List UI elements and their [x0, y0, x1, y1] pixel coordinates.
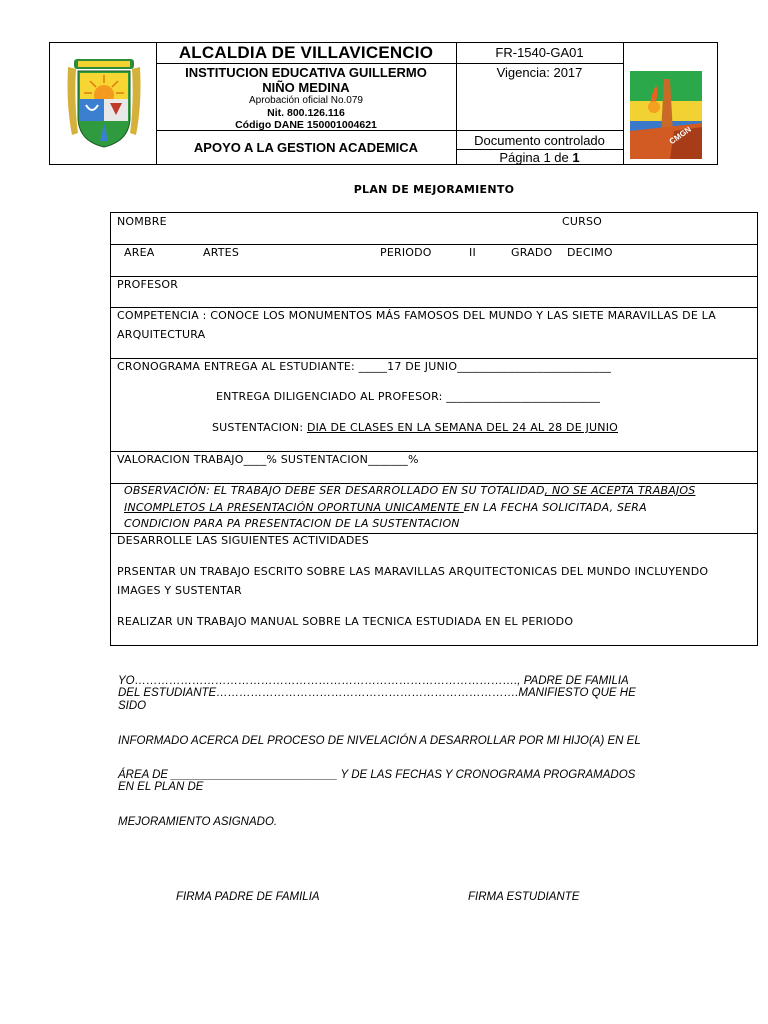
institution-name	[156, 65, 456, 95]
activity-1-line-2: IMAGES Y SUSTENTAR	[117, 584, 242, 597]
sustentacion-row	[212, 421, 618, 434]
observacion-line-1	[124, 484, 695, 497]
grado-label: GRADO	[511, 246, 553, 259]
nombre-label: NOMBRE	[117, 215, 167, 228]
municipality-title: ALCALDIA DE VILLAVICENCIO	[178, 43, 434, 62]
entrega-value: ___________________________	[446, 390, 601, 403]
document-header	[49, 42, 718, 165]
cronograma-value: _____17 DE JUNIO___________________________	[358, 360, 612, 373]
declaration-line-5: ÁREA DE __________________________ Y DE LAS FECHAS Y CRONOGRAMA PROGRAMADOS	[118, 769, 636, 781]
controlled-document: Documento controlado	[474, 133, 605, 148]
entrega-label: ENTREGA DILIGENCIADO AL PROFESOR:	[216, 390, 443, 403]
declaration-line-1: YO………………………………………………………………………………………., PADRE DE FAMILIA	[118, 675, 629, 687]
divider	[623, 43, 624, 164]
competencia-line-2: ARQUITECTURA	[117, 328, 206, 341]
declaration-line-4: INFORMADO ACERCA DEL PROCESO DE NIVELACIÓN A DESARROLLAR POR MI HIJO(A) EN EL	[118, 735, 641, 747]
profesor-label: PROFESOR	[117, 278, 179, 291]
periodo-value: II	[469, 246, 476, 259]
validity-year: Vigencia: 2017	[496, 65, 583, 80]
declaration-line-3: SIDO	[118, 700, 147, 712]
cronograma-label: CRONOGRAMA ENTREGA AL ESTUDIANTE:	[117, 360, 355, 373]
observacion-part-b: , NO SE ACEPTA TRABAJOS	[544, 484, 696, 497]
row-divider	[111, 276, 757, 277]
page-number	[456, 150, 623, 165]
form-code: FR-1540-GA01	[495, 45, 584, 60]
signature-parent-label: FIRMA PADRE DE FAMILIA	[176, 891, 320, 903]
cmgn-logo	[630, 71, 702, 159]
declaration-line-7: MEJORAMIENTO ASIGNADO.	[118, 816, 278, 828]
sustentacion-label: SUSTENTACION:	[212, 421, 304, 434]
row-divider	[111, 244, 757, 245]
institution-line-1: INSTITUCION EDUCATIVA GUILLERMO	[185, 65, 427, 80]
activity-2: REALIZAR UN TRABAJO MANUAL SOBRE LA TECNICA ESTUDIADA EN EL PERIODO	[117, 615, 574, 628]
approval-number: Aprobación oficial No.079	[249, 95, 363, 106]
row-divider	[111, 307, 757, 308]
page-prefix: Página 1 de	[499, 150, 573, 165]
row-divider	[111, 358, 757, 359]
observacion-part-d: EN LA FECHA SOLICITADA, SERA	[463, 501, 647, 514]
row-divider	[111, 451, 757, 452]
observacion-part-c: INCOMPLETOS LA PRESENTACIÓN OPORTUNA UNICAMENTE	[124, 501, 464, 514]
school-crest-logo	[62, 55, 146, 151]
curso-label: CURSO	[562, 215, 603, 228]
nit-number: Nit. 800.126.116	[267, 107, 345, 119]
competencia-line-1: COMPETENCIA : CONOCE LOS MONUMENTOS MÁS FAMOSOS DEL MUNDO Y LAS SIETE MARAVILLAS DE LA	[117, 309, 716, 322]
area-label: AREA	[124, 246, 155, 259]
sustentacion-value: DIA DE CLASES EN LA SEMANA DEL 24 AL 28 DE JUNIO	[306, 421, 618, 434]
activities-title: DESARROLLE LAS SIGUIENTES ACTIVIDADES	[117, 534, 369, 547]
divider	[156, 63, 623, 64]
dane-code: Código DANE 150001004621	[235, 119, 377, 131]
document-title: PLAN DE MEJORAMIENTO	[353, 183, 515, 196]
cmgn-logo-text: CMGN	[667, 124, 693, 147]
grado-value: DECIMO	[567, 246, 613, 259]
entrega-row	[216, 390, 600, 403]
declaration-line-2: DEL ESTUDIANTE…………………………………………………………………….MANIFIESTO QUE HE	[118, 687, 636, 699]
cronograma-row	[117, 360, 611, 373]
observacion-part-a: OBSERVACIÓN: EL TRABAJO DEBE SER DESARROLLADO EN SU TOTALIDAD	[124, 484, 545, 497]
improvement-plan-form	[110, 212, 758, 646]
activity-1-line-1: PRSENTAR UN TRABAJO ESCRITO SOBRE LAS MARAVILLAS ARQUITECTONICAS DEL MUNDO INCLUYENDO	[117, 565, 709, 578]
valoracion-row: VALORACION TRABAJO____% SUSTENTACION_______%	[117, 453, 419, 466]
page-total: 1	[572, 150, 580, 165]
area-value: ARTES	[203, 246, 240, 259]
periodo-label: PERIODO	[380, 246, 432, 259]
department-name: APOYO A LA GESTION ACADEMICA	[193, 140, 419, 155]
observacion-line-2	[124, 501, 647, 514]
observacion-line-3: CONDICION PARA PA PRESENTACION DE LA SUSTENTACION	[124, 517, 460, 530]
institution-line-2: NIÑO MEDINA	[262, 80, 350, 95]
signature-student-label: FIRMA ESTUDIANTE	[468, 891, 580, 903]
declaration-line-6: EN EL PLAN DE	[118, 781, 204, 793]
